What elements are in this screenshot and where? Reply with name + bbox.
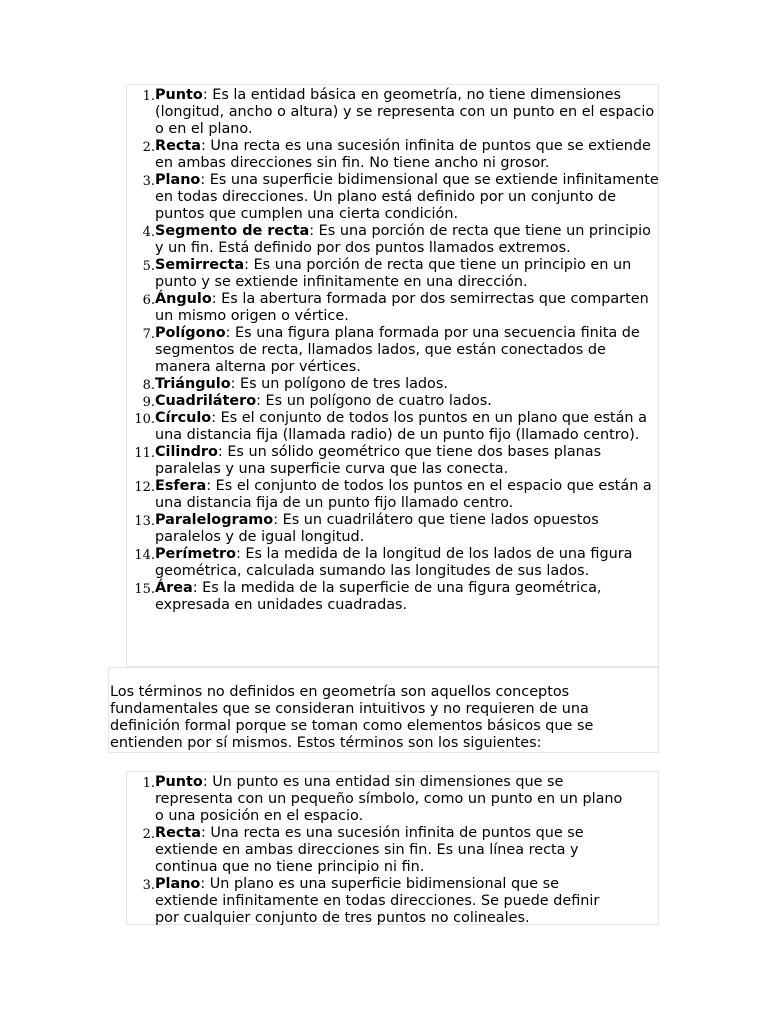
item-term: Cilindro (155, 444, 218, 460)
item-term: Recta (155, 825, 201, 841)
list-item (127, 546, 660, 580)
item-definition: : Es el conjunto de todos los puntos en un plano que están a una distancia fija (llamada radio) de un punto fijo (llamado centro). (155, 410, 647, 443)
item-text (155, 87, 660, 138)
list-item (127, 87, 660, 138)
item-definition: : Un plano es una superficie bidimensional que se extiende infinitamente en todas direcciones. Se puede definir por cualquier conjunto de tres puntos no colineales. (155, 876, 600, 926)
undefined-terms-list (127, 774, 625, 927)
definitions-box (126, 84, 659, 667)
definitions-list (127, 87, 660, 614)
list-item (127, 410, 660, 444)
list-item (127, 223, 660, 257)
item-term: Plano (155, 172, 201, 188)
item-number: 5. (142, 259, 155, 274)
item-text (155, 376, 660, 393)
item-definition: : Es una porción de recta que tiene un principio en un punto y se extiende infinitamente en una dirección. (155, 257, 632, 290)
item-number: 14. (134, 548, 155, 563)
item-text (155, 444, 660, 478)
list-item (127, 138, 660, 172)
item-number: 15. (134, 582, 155, 597)
item-number: 1. (142, 776, 155, 791)
item-term: Paralelogramo (155, 512, 274, 528)
item-term: Punto (155, 774, 203, 790)
item-definition: : Es un sólido geométrico que tiene dos bases planas paralelas y una superficie curva que las conecta. (155, 444, 602, 477)
item-definition: : Es una figura plana formada por una secuencia finita de segmentos de recta, llamados lados, que están conectados de manera alterna por vértices. (155, 325, 640, 375)
item-number: 7. (142, 327, 155, 342)
undefined-terms-box (126, 771, 659, 925)
item-text (155, 172, 660, 223)
item-term: Segmento de recta (155, 223, 310, 239)
item-definition: : Una recta es una sucesión infinita de puntos que se extiende en ambas direcciones sin fin. Es una línea recta y continua que no tiene principio ni fin. (155, 825, 584, 875)
item-definition: : Una recta es una sucesión infinita de puntos que se extiende en ambas direcciones sin fin. No tiene ancho ni grosor. (155, 138, 651, 171)
item-number: 13. (134, 514, 155, 529)
list-item (127, 376, 660, 393)
item-term: Semirrecta (155, 257, 245, 273)
item-number: 2. (142, 827, 155, 842)
item-number: 3. (142, 878, 155, 893)
list-item (127, 257, 660, 291)
item-number: 10. (134, 412, 155, 427)
item-term: Plano (155, 876, 201, 892)
list-item (127, 825, 625, 876)
item-text (155, 478, 660, 512)
item-text (155, 223, 660, 257)
item-definition: : Es la medida de la superficie de una figura geométrica, expresada en unidades cuadradas. (155, 580, 602, 613)
item-text (155, 512, 660, 546)
item-definition: : Es la entidad básica en geometría, no tiene dimensiones (longitud, ancho o altura) y se representa con un punto en el espacio o en el plano. (155, 87, 655, 137)
item-number: 6. (142, 293, 155, 308)
item-text (155, 393, 660, 410)
item-number: 4. (142, 225, 155, 240)
item-definition: : Un punto es una entidad sin dimensiones que se representa con un pequeño símbolo, como un punto en un plano o una posición en el espacio. (155, 774, 623, 824)
item-text (155, 546, 660, 580)
intro-paragraph: Los términos no definidos en geometría son aquellos conceptos fundamentales que se consideran intuitivos y no requieren de una definición formal porque se toman como elementos básicos que se entienden por sí mismos. Estos términos son los siguientes: (110, 684, 594, 751)
item-definition: : Es un polígono de tres lados. (230, 376, 448, 392)
item-text (155, 580, 660, 614)
item-definition: : Es la abertura formada por dos semirrectas que comparten un mismo origen o vértice. (155, 291, 649, 324)
item-number: 12. (134, 480, 155, 495)
item-definition: : Es un polígono de cuatro lados. (256, 393, 492, 409)
item-text (155, 257, 660, 291)
list-item (127, 876, 625, 927)
item-number: 8. (142, 378, 155, 393)
list-item (127, 512, 660, 546)
item-number: 3. (142, 174, 155, 189)
item-term: Ángulo (155, 291, 212, 307)
item-term: Área (155, 580, 193, 596)
item-text (155, 138, 660, 172)
list-item (127, 291, 660, 325)
intro-box (108, 667, 659, 753)
item-term: Esfera (155, 478, 207, 494)
list-item (127, 580, 660, 614)
item-number: 2. (142, 140, 155, 155)
item-number: 11. (134, 446, 155, 461)
item-number: 9. (142, 395, 155, 410)
list-item (127, 325, 660, 376)
item-definition: : Es una superficie bidimensional que se extiende infinitamente en todas direcciones. Un plano está definido por un conjunto de puntos que cumplen una cierta condición. (155, 172, 659, 222)
item-text (155, 774, 625, 825)
list-item (127, 444, 660, 478)
list-item (127, 393, 660, 410)
item-text (155, 325, 660, 376)
item-text (155, 825, 625, 876)
list-item (127, 478, 660, 512)
item-definition: : Es la medida de la longitud de los lados de una figura geométrica, calculada sumando las longitudes de sus lados. (155, 546, 633, 579)
item-term: Polígono (155, 325, 226, 341)
item-term: Perímetro (155, 546, 236, 562)
item-text (155, 410, 660, 444)
list-item (127, 172, 660, 223)
item-definition: : Es un cuadrilátero que tiene lados opuestos paralelos y de igual longitud. (155, 512, 599, 545)
item-text (155, 291, 660, 325)
list-item (127, 774, 625, 825)
item-term: Círculo (155, 410, 212, 426)
item-definition: : Es una porción de recta que tiene un principio y un fin. Está definido por dos puntos llamados extremos. (155, 223, 651, 256)
item-term: Triángulo (155, 376, 231, 392)
item-definition: : Es el conjunto de todos los puntos en el espacio que están a una distancia fija de un punto fijo llamado centro. (155, 478, 652, 511)
item-text (155, 876, 625, 927)
item-term: Punto (155, 87, 203, 103)
item-term: Recta (155, 138, 201, 154)
item-number: 1. (142, 89, 155, 104)
item-term: Cuadrilátero (155, 393, 257, 409)
